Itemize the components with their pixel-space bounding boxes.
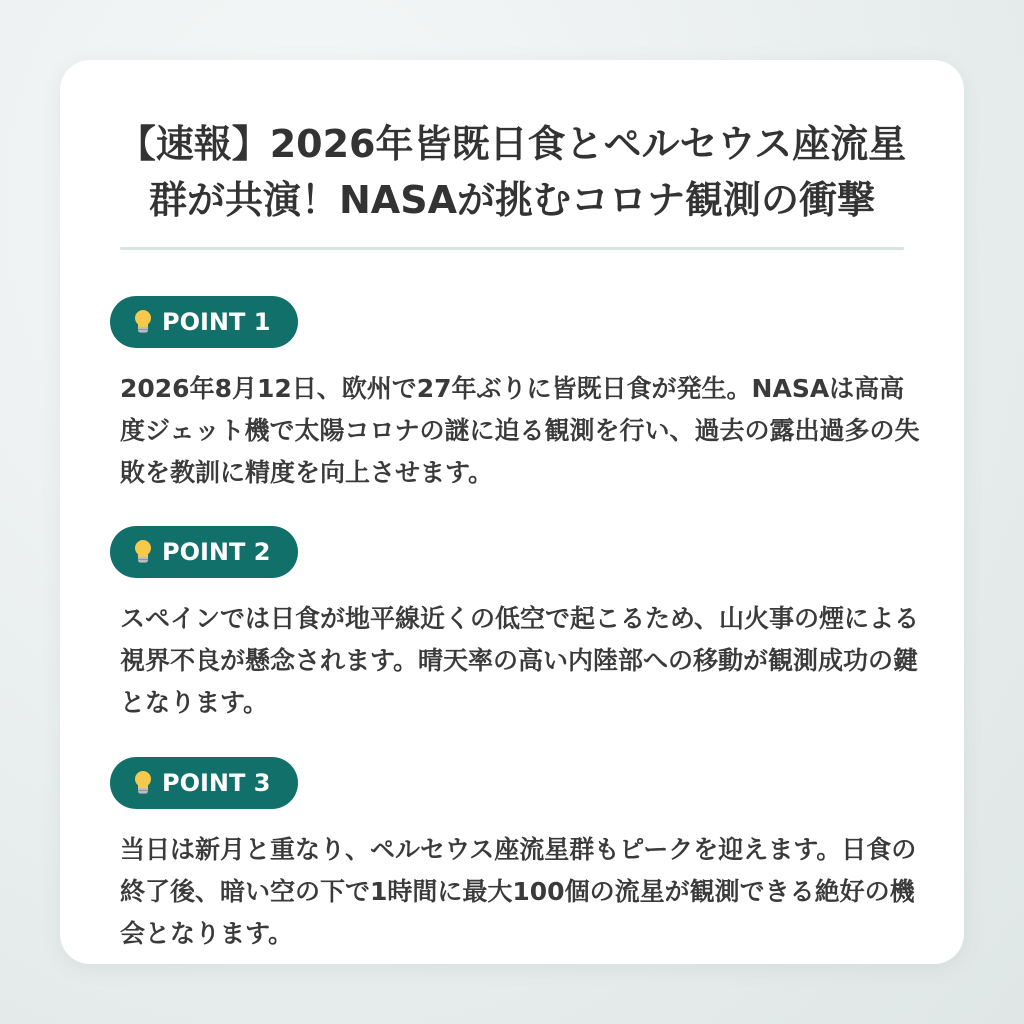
page-title: 【速報】2026年皆既日食とペルセウス座流星群が共演！NASAが挑むコロナ観測の衝撃: [117, 122, 907, 222]
lightbulb-icon: [134, 540, 152, 564]
point-label-1: POINT 1: [162, 308, 271, 336]
point-badge-1: [110, 296, 298, 348]
lightbulb-icon: [134, 771, 152, 795]
point-section-3: [110, 757, 924, 955]
point-badge-2: [110, 526, 298, 578]
point-badge-3: [110, 757, 298, 809]
lightbulb-icon: [134, 310, 152, 334]
point-section-1: [110, 296, 924, 494]
article-card: [60, 60, 964, 964]
point-text-2: スペインでは日食が地平線近くの低空で起こるため、山火事の煙による視界不良が懸念されます。晴天率の高い内陸部への移動が観測成功の鍵となります。: [120, 604, 920, 717]
point-label-2: POINT 2: [162, 538, 271, 566]
point-label-3: POINT 3: [162, 769, 271, 797]
point-section-2: [110, 526, 924, 724]
title-divider: [120, 247, 904, 250]
point-text-3: 当日は新月と重なり、ペルセウス座流星群もピークを迎えます。日食の終了後、暗い空の下で1時間に最大100個の流星が観測できる絶好の機会となります。: [120, 835, 917, 948]
point-text-1: 2026年8月12日、欧州で27年ぶりに皆既日食が発生。NASAは高高度ジェット機で太陽コロナの謎に迫る観測を行い、過去の露出過多の失敗を教訓に精度を向上させます。: [120, 374, 920, 487]
